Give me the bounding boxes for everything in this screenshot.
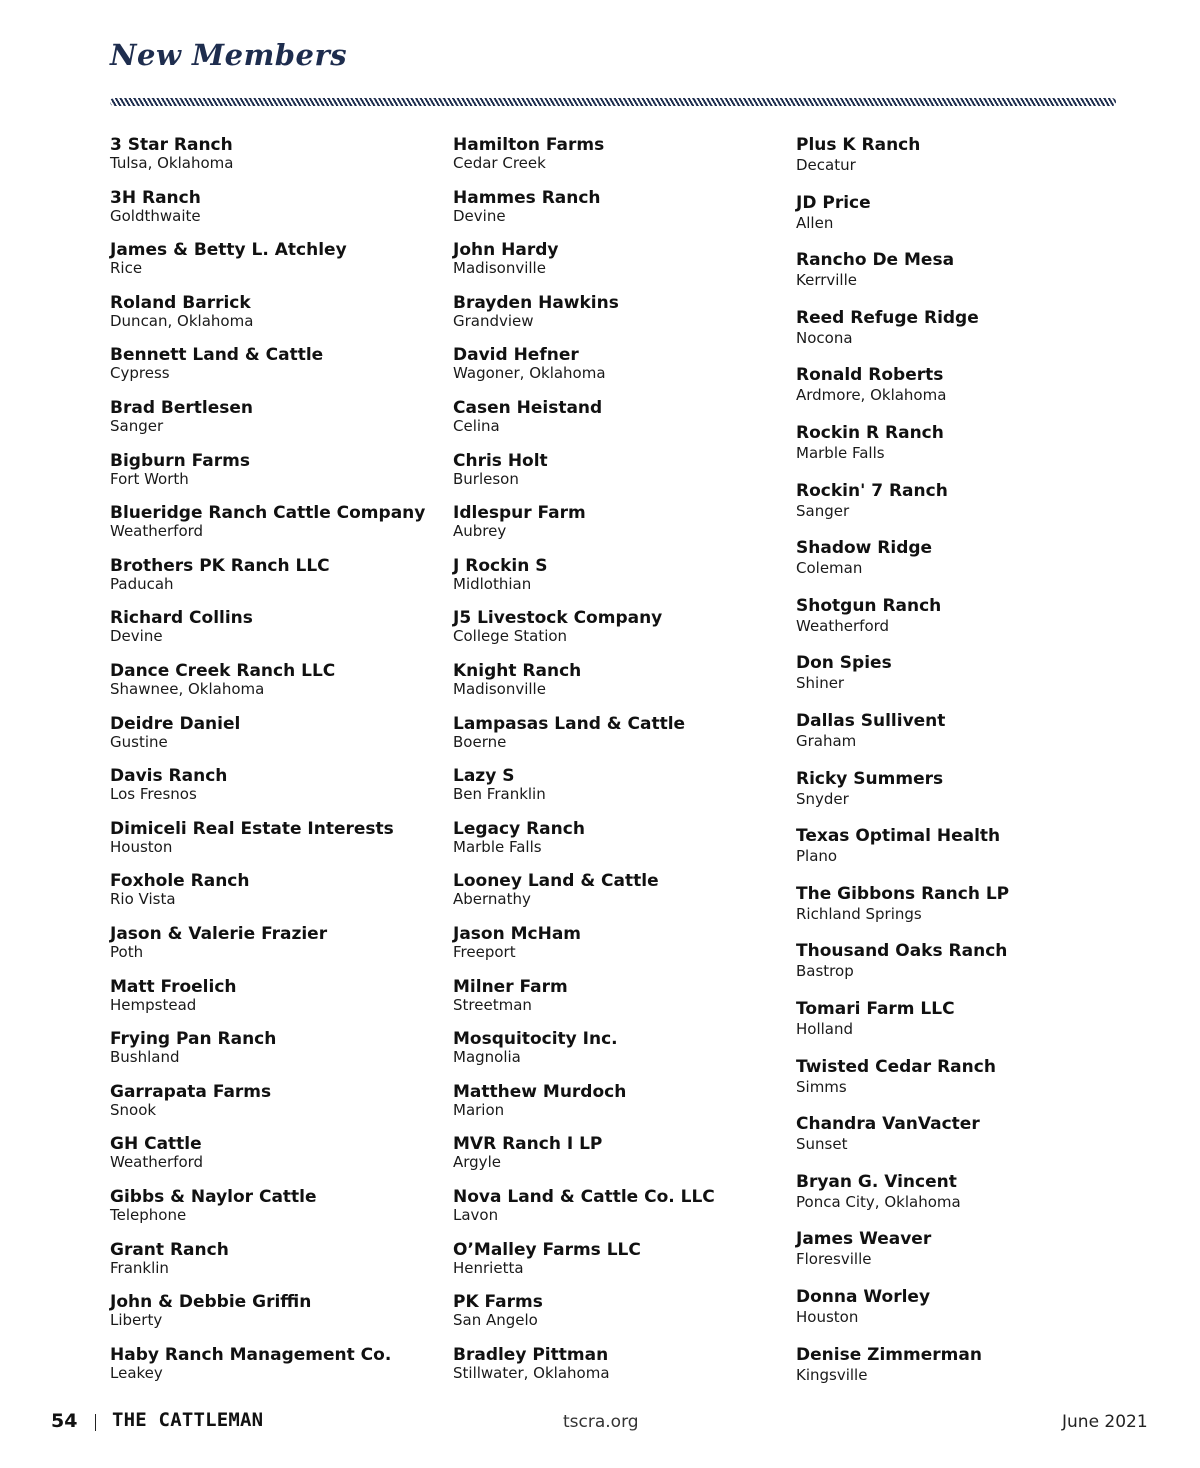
member-location: Kingsville: [796, 1365, 868, 1384]
member-entry: [453, 1083, 783, 1119]
member-name: James Weaver: [796, 1229, 932, 1250]
member-location: Magnolia: [453, 1048, 521, 1067]
member-entry: [453, 136, 783, 172]
member-name: Brothers PK Ranch LLC: [110, 555, 330, 576]
member-location: Los Fresnos: [110, 785, 197, 804]
member-entry: [110, 1346, 440, 1382]
member-entry: [453, 294, 783, 330]
member-location: Weatherford: [110, 522, 204, 541]
member-entry: [110, 557, 440, 593]
member-entry: [796, 366, 1126, 406]
member-entry: [453, 346, 783, 382]
member-name: Bennett Land & Cattle: [110, 345, 324, 366]
member-entry: [796, 1288, 1126, 1328]
member-location: Cypress: [110, 364, 170, 383]
member-name: James & Betty L. Atchley: [110, 240, 347, 261]
member-name: Blueridge Ranch Cattle Company: [110, 503, 426, 524]
member-entry: [110, 294, 440, 330]
member-location: Shiner: [796, 674, 845, 693]
member-location: Fort Worth: [110, 469, 189, 488]
member-entry: [453, 925, 783, 961]
member-location: Grandview: [453, 311, 534, 330]
member-location: Bastrop: [796, 962, 854, 981]
member-name: Shotgun Ranch: [796, 595, 942, 616]
member-name: Don Spies: [796, 653, 892, 674]
member-name: Hammes Ranch: [453, 187, 601, 208]
member-entry: [110, 1083, 440, 1119]
page-footer: [0, 1408, 1200, 1438]
member-location: College Station: [453, 627, 568, 646]
issue-date: June 2021: [1062, 1412, 1148, 1432]
member-location: Ardmore, Oklahoma: [796, 386, 947, 405]
member-name: Jason & Valerie Frazier: [110, 924, 328, 944]
member-name: Foxhole Ranch: [110, 871, 250, 892]
member-name: Texas Optimal Health: [796, 826, 1001, 847]
member-name: J Rockin S: [453, 555, 548, 576]
member-entry: [453, 1135, 783, 1171]
member-name: Reed Refuge Ridge: [796, 307, 979, 328]
member-location: Plano: [796, 847, 838, 866]
member-name: JD Price: [796, 192, 871, 213]
member-location: Sanger: [110, 417, 164, 435]
member-location: Ben Franklin: [453, 785, 546, 804]
member-name: Chandra VanVacter: [796, 1114, 980, 1135]
member-location: Wagoner, Oklahoma: [453, 364, 606, 383]
member-location: Celina: [453, 417, 500, 435]
member-location: Hempstead: [110, 995, 197, 1014]
member-location: Marion: [453, 1100, 505, 1119]
member-location: Tulsa, Oklahoma: [110, 154, 234, 172]
member-name: Frying Pan Ranch: [110, 1029, 277, 1050]
member-name: Casen Heistand: [453, 398, 603, 418]
member-name: Knight Ranch: [453, 661, 582, 681]
member-entry: [453, 504, 783, 540]
member-name: Lazy S: [453, 766, 515, 787]
member-location: Houston: [796, 1308, 859, 1326]
member-entry: [453, 189, 783, 225]
member-entry: [796, 1115, 1126, 1155]
member-name: Tomari Farm LLC: [796, 999, 955, 1019]
member-location: Decatur: [796, 156, 856, 174]
member-entry: [796, 136, 1126, 176]
member-location: Simms: [796, 1077, 847, 1096]
member-name: Denise Zimmerman: [796, 1344, 982, 1365]
member-name: Bradley Pittman: [453, 1344, 609, 1365]
member-name: GH Cattle: [110, 1134, 202, 1155]
member-entry: [453, 609, 783, 645]
member-name: Garrapata Farms: [110, 1081, 272, 1102]
member-name: 3 Star Ranch: [110, 135, 233, 155]
member-name: Rockin R Ranch: [796, 423, 944, 443]
member-name: David Hefner: [453, 345, 579, 366]
member-name: Thousand Oaks Ranch: [796, 941, 1008, 962]
page-title: New Members: [110, 38, 348, 72]
member-entry: [110, 767, 440, 803]
member-location: Ponca City, Oklahoma: [796, 1192, 961, 1211]
member-name: Looney Land & Cattle: [453, 871, 659, 892]
member-name: Lampasas Land & Cattle: [453, 713, 686, 734]
member-location: Coleman: [796, 559, 863, 578]
member-entry: [453, 715, 783, 751]
member-location: Boerne: [453, 732, 507, 751]
member-location: Cedar Creek: [453, 154, 546, 172]
member-location: Graham: [796, 732, 857, 750]
member-entry: [453, 662, 783, 698]
publication-name: THE CATTLEMAN: [112, 1409, 264, 1431]
member-name: The Gibbons Ranch LP: [796, 883, 1010, 904]
member-name: Dallas Sullivent: [796, 711, 946, 731]
member-name: Gibbs & Naylor Cattle: [110, 1187, 317, 1207]
member-location: Gustine: [110, 732, 168, 751]
member-name: 3H Ranch: [110, 187, 201, 208]
member-entry: [110, 189, 440, 225]
member-entry: [796, 942, 1126, 982]
member-location: Marble Falls: [796, 444, 885, 462]
member-name: Bryan G. Vincent: [796, 1171, 957, 1192]
member-entry: [110, 662, 440, 698]
member-location: Freeport: [453, 943, 516, 961]
member-name: Matthew Murdoch: [453, 1081, 627, 1102]
member-entry: [110, 504, 440, 540]
member-name: MVR Ranch I LP: [453, 1134, 603, 1155]
member-name: J5 Livestock Company: [453, 608, 663, 629]
member-entry: [453, 1188, 783, 1224]
member-name: Roland Barrick: [110, 292, 251, 313]
member-location: Weatherford: [110, 1153, 204, 1172]
member-name: Ronald Roberts: [796, 365, 944, 386]
member-name: Mosquitocity Inc.: [453, 1029, 618, 1050]
member-location: Duncan, Oklahoma: [110, 311, 254, 330]
member-name: Donna Worley: [796, 1287, 931, 1307]
member-name: O’Malley Farms LLC: [453, 1239, 641, 1260]
member-entry: [796, 885, 1126, 925]
member-entry: [796, 1000, 1126, 1040]
member-entry: [796, 539, 1126, 579]
member-entry: [453, 1241, 783, 1277]
member-name: Shadow Ridge: [796, 538, 933, 559]
website: tscra.org: [563, 1412, 639, 1432]
member-location: Bushland: [110, 1048, 180, 1067]
member-location: Holland: [796, 1020, 854, 1038]
member-location: Richland Springs: [796, 904, 922, 923]
member-entry: [796, 1173, 1126, 1213]
member-entry: [453, 1030, 783, 1066]
member-location: Madisonville: [453, 680, 546, 698]
member-entry: [796, 1058, 1126, 1098]
member-entry: [796, 194, 1126, 234]
member-entry: [110, 1135, 440, 1171]
member-location: Weatherford: [796, 616, 890, 635]
member-entry: [453, 399, 783, 435]
member-name: Ricky Summers: [796, 768, 944, 789]
member-columns: [0, 136, 1200, 1396]
member-entry: [110, 1241, 440, 1277]
member-name: Legacy Ranch: [453, 818, 585, 839]
rope-divider: [110, 98, 1116, 106]
member-name: Bigburn Farms: [110, 450, 250, 471]
member-entry: [110, 452, 440, 488]
member-location: Sanger: [796, 501, 850, 520]
member-entry: [796, 1230, 1126, 1270]
footer-divider: [95, 1414, 96, 1431]
member-entry: [110, 925, 440, 961]
member-entry: [110, 1293, 440, 1329]
member-entry: [796, 251, 1126, 291]
member-name: Nova Land & Cattle Co. LLC: [453, 1187, 715, 1207]
member-location: Snyder: [796, 789, 849, 808]
member-name: Hamilton Farms: [453, 135, 605, 155]
member-entry: [453, 452, 783, 488]
member-location: Snook: [110, 1100, 157, 1119]
member-name: John & Debbie Griffin: [110, 1292, 312, 1313]
member-entry: [453, 1346, 783, 1382]
member-name: Brad Bertlesen: [110, 398, 254, 418]
member-entry: [796, 712, 1126, 752]
member-entry: [796, 482, 1126, 522]
member-location: Argyle: [453, 1153, 501, 1172]
member-name: Jason McHam: [453, 924, 582, 944]
member-location: Sunset: [796, 1135, 848, 1154]
member-location: Burleson: [453, 469, 519, 488]
member-location: Liberty: [110, 1311, 163, 1330]
member-name: PK Farms: [453, 1292, 543, 1313]
member-name: Chris Holt: [453, 450, 548, 471]
member-entry: [453, 241, 783, 277]
member-location: Devine: [453, 206, 506, 225]
member-name: Dimiceli Real Estate Interests: [110, 818, 394, 839]
member-entry: [110, 241, 440, 277]
member-location: Shawnee, Oklahoma: [110, 680, 265, 698]
member-entry: [110, 872, 440, 908]
member-location: Telephone: [110, 1206, 187, 1224]
member-location: Floresville: [796, 1250, 872, 1269]
member-entry: [453, 557, 783, 593]
page-number: 54: [51, 1410, 78, 1432]
member-location: Marble Falls: [453, 837, 542, 856]
member-name: Matt Froelich: [110, 976, 237, 997]
member-entry: [110, 136, 440, 172]
member-location: Goldthwaite: [110, 206, 201, 225]
member-entry: [453, 978, 783, 1014]
member-location: Nocona: [796, 328, 853, 347]
member-location: Henrietta: [453, 1258, 524, 1277]
member-location: Devine: [110, 627, 163, 646]
member-location: Midlothian: [453, 574, 532, 593]
member-entry: [110, 978, 440, 1014]
member-entry: [796, 424, 1126, 464]
member-name: John Hardy: [453, 240, 559, 261]
member-entry: [796, 1346, 1126, 1386]
member-location: Kerrville: [796, 271, 857, 290]
member-entry: [796, 597, 1126, 637]
member-name: Davis Ranch: [110, 766, 228, 787]
member-location: Abernathy: [453, 890, 531, 909]
member-entry: [796, 827, 1126, 867]
member-entry: [110, 609, 440, 645]
member-entry: [453, 820, 783, 856]
member-name: Richard Collins: [110, 608, 253, 629]
member-location: Paducah: [110, 574, 174, 593]
member-entry: [110, 715, 440, 751]
member-location: Leakey: [110, 1363, 163, 1382]
member-entry: [110, 820, 440, 856]
member-name: Rockin' 7 Ranch: [796, 480, 948, 501]
member-location: Poth: [110, 943, 144, 961]
member-name: Twisted Cedar Ranch: [796, 1056, 996, 1077]
member-location: Aubrey: [453, 522, 507, 541]
member-entry: [796, 654, 1126, 694]
member-name: Brayden Hawkins: [453, 292, 619, 313]
member-name: Milner Farm: [453, 976, 568, 997]
member-location: Stillwater, Oklahoma: [453, 1363, 610, 1382]
member-location: San Angelo: [453, 1311, 538, 1330]
member-entry: [110, 346, 440, 382]
member-entry: [796, 309, 1126, 349]
member-location: Lavon: [453, 1206, 499, 1224]
member-name: Deidre Daniel: [110, 713, 241, 734]
member-location: Houston: [110, 837, 173, 856]
member-name: Dance Creek Ranch LLC: [110, 661, 336, 681]
member-location: Rio Vista: [110, 890, 176, 909]
member-entry: [453, 1293, 783, 1329]
member-name: Grant Ranch: [110, 1239, 229, 1260]
member-entry: [796, 770, 1126, 810]
member-entry: [453, 872, 783, 908]
member-entry: [110, 399, 440, 435]
member-location: Madisonville: [453, 259, 546, 278]
member-name: Haby Ranch Management Co.: [110, 1344, 392, 1365]
member-name: Plus K Ranch: [796, 135, 921, 155]
member-location: Rice: [110, 259, 143, 278]
member-entry: [453, 767, 783, 803]
member-location: Allen: [796, 213, 834, 232]
member-location: Streetman: [453, 995, 532, 1014]
member-entry: [110, 1188, 440, 1224]
member-name: Idlespur Farm: [453, 503, 586, 524]
member-name: Rancho De Mesa: [796, 250, 955, 271]
member-entry: [110, 1030, 440, 1066]
member-location: Franklin: [110, 1258, 169, 1277]
